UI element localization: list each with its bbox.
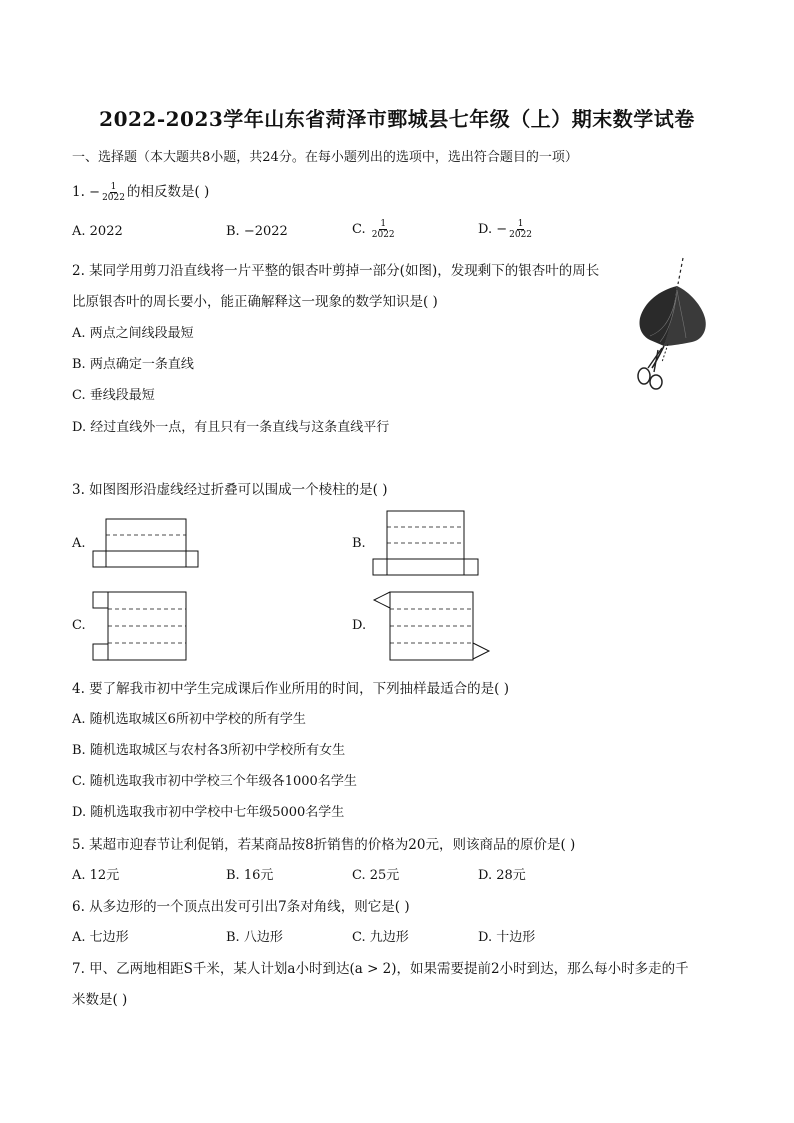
question-2-option-b: B. 两点确定一条直线 [72,357,194,372]
question-2-option-a: A. 两点之间线段最短 [72,326,194,341]
question-3-option-c: C. [72,618,86,633]
question-2-option-c: C. 垂线段最短 [72,388,155,403]
option-d-label: D. − [478,222,508,237]
net-figure-a [92,518,202,570]
question-4-option-d: D. 随机选取我市初中学校中七年级5000名学生 [72,805,345,820]
page-title: 2022-2023学年山东省菏泽市鄄城县七年级（上）期末数学试卷 [99,107,695,131]
question-6-option-c: C. 九边形 [352,930,409,945]
question-1-option-c [352,219,397,240]
net-figure-b [372,510,480,578]
fraction-numerator: 1 [517,219,524,229]
question-6-option-a: A. 七边形 [72,930,129,945]
question-5-option-b: B. 16元 [226,868,274,883]
question-5-option-a: A. 12元 [72,868,120,883]
question-3-option-a: A. [72,536,86,551]
question-3-stem: 3. 如图图形沿虚线经过折叠可以围成一个棱柱的是( ) [72,482,388,498]
question-5-stem: 5. 某超市迎春节让利促销，若某商品按8折销售的价格为20元，则该商品的原价是( ) [72,837,576,853]
fraction-denominator: 2022 [509,230,533,240]
question-7-stem-line-1: 7. 甲、乙两地相距S千米，某人计划a小时到达(a > 2)，如果需要提前2小时到达，那么每小时多走的千 [72,961,689,977]
question-1-suffix: 的相反数是( ) [126,184,210,200]
fraction-numerator: 1 [110,182,117,192]
question-6-option-d: D. 十边形 [478,930,536,945]
question-1-sign: − [89,185,101,200]
question-4-option-b: B. 随机选取城区与农村各3所初中学校所有女生 [72,743,346,758]
option-d-fraction [508,219,533,240]
option-c-label: C. [352,222,370,237]
question-1-prefix: 1. [72,184,90,200]
question-4-stem: 4. 要了解我市初中学生完成课后作业所用的时间，下列抽样最适合的是( ) [72,681,509,697]
question-2-option-d: D. 经过直线外一点，有且只有一条直线与这条直线平行 [72,420,390,435]
question-1-option-b: B. −2022 [226,224,288,239]
question-4-option-c: C. 随机选取我市初中学校三个年级各1000名学生 [72,774,357,789]
fraction-denominator: 2022 [371,230,395,240]
question-5-option-d: D. 28元 [478,868,526,883]
question-2-stem-line-1: 2. 某同学用剪刀沿直线将一片平整的银杏叶剪掉一部分(如图)，发现剩下的银杏叶的周长 [72,263,600,279]
question-1-option-d [478,219,534,240]
fraction-denominator: 2022 [102,193,125,203]
ginkgo-leaf-scissors-image [630,258,725,393]
question-5-option-c: C. 25元 [352,868,400,883]
question-3-option-b: B. [352,536,366,551]
fraction-numerator: 1 [380,219,387,229]
section-heading-choice: 一、选择题（本大题共8小题，共24分。在每小题列出的选项中，选出符合题目的一项） [72,150,578,165]
question-2-stem-line-2: 比原银杏叶的周长要小，能正确解释这一现象的数学知识是( ) [72,294,438,310]
question-4-option-a: A. 随机选取城区6所初中学校的所有学生 [72,712,306,727]
question-6-stem: 6. 从多边形的一个顶点出发可引出7条对角线，则它是( ) [72,899,410,915]
question-3-option-d: D. [352,618,367,633]
question-7-stem-line-2: 米数是( ) [72,992,128,1008]
question-1-option-a: A. 2022 [72,224,123,239]
question-1-fraction [101,182,126,203]
net-figure-d [372,591,492,663]
question-6-option-b: B. 八边形 [226,930,283,945]
net-figure-c [92,591,188,663]
question-1-stem [72,180,209,203]
option-c-fraction [371,219,396,240]
